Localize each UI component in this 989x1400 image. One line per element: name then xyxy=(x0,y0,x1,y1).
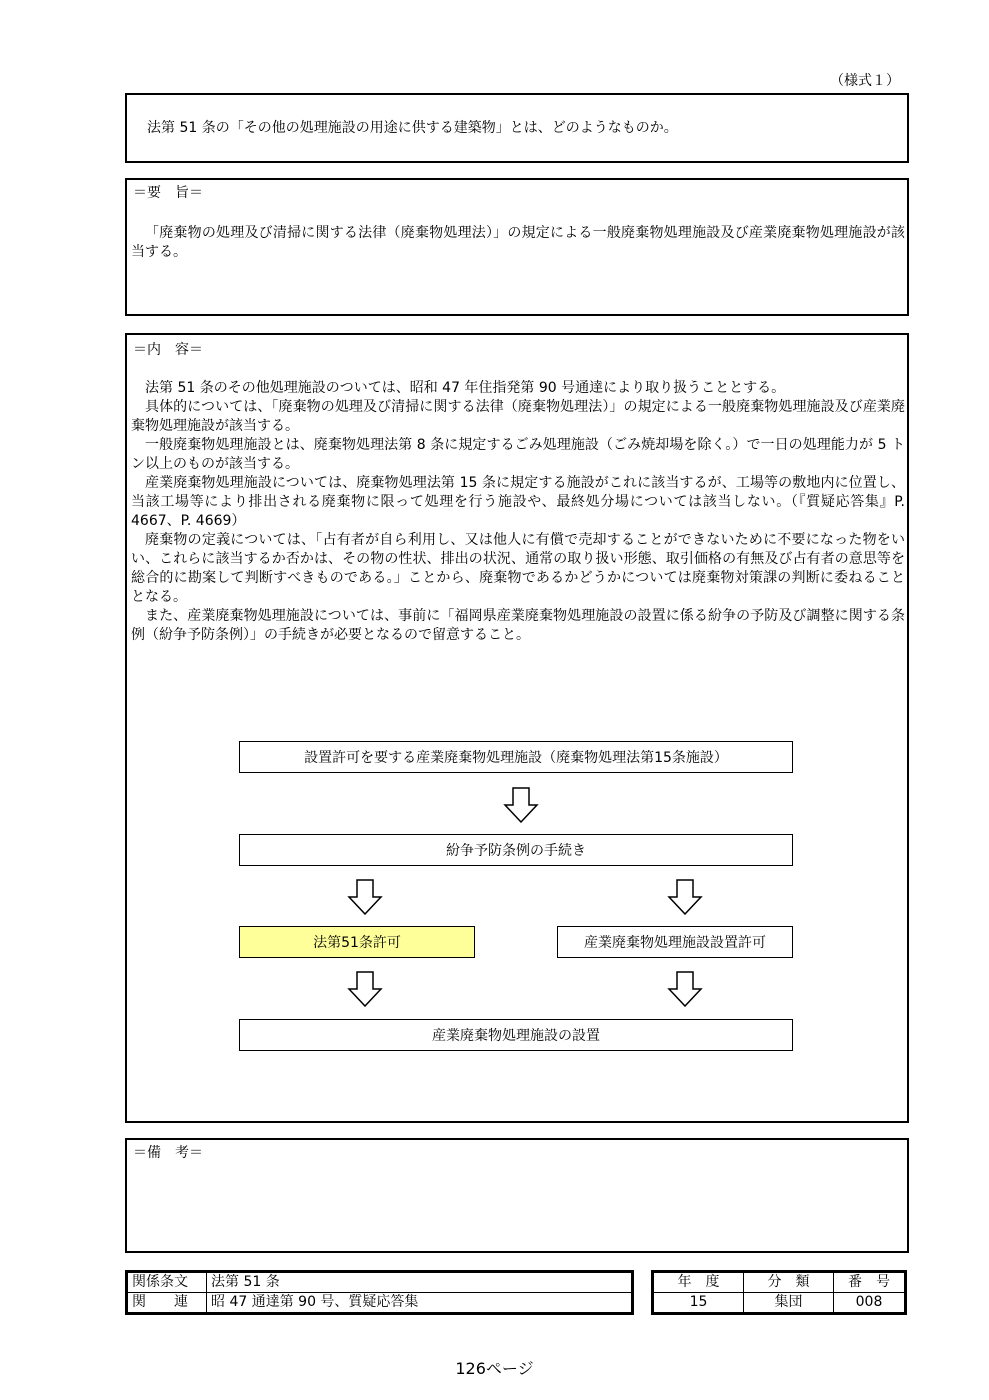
question-box xyxy=(125,93,909,163)
flow-box-dispute-procedure: 紛争予防条例の手続き xyxy=(239,834,793,866)
content-box xyxy=(125,333,909,1123)
remarks-box xyxy=(125,1138,909,1253)
question-text: 法第 51 条の「その他の処理施設の用途に供する建築物」とは、どのようなものか。 xyxy=(147,120,678,136)
related-label: 関 連 xyxy=(128,1293,207,1313)
summary-text: 「廃棄物の処理及び清掃に関する法律（廃棄物処理法）」の規定による一般廃棄物処理施設及び産業廃棄物処理施設が該当する。 xyxy=(131,225,905,260)
related-value: 昭 47 通達第 90 号、質疑応答集 xyxy=(207,1293,632,1313)
number-label: 番 号 xyxy=(834,1273,905,1293)
table-row xyxy=(654,1293,905,1313)
arrow-down-icon xyxy=(667,879,703,915)
form-label: （様式１） xyxy=(830,73,900,89)
related-articles-label: 関係条文 xyxy=(128,1273,207,1293)
summary-heading: ＝要 旨＝ xyxy=(133,185,203,201)
arrow-down-icon xyxy=(503,787,539,823)
flow-box-article51-permit: 法第51条許可 xyxy=(239,926,475,958)
number-value: 008 xyxy=(834,1293,905,1313)
table-row xyxy=(654,1273,905,1293)
content-paragraph: 一般廃棄物処理施設とは、廃棄物処理法第 8 条に規定するごみ処理施設（ごみ焼却場を除く。）で一日の処理能力が 5 トン以上のものが該当する。 xyxy=(131,437,905,472)
flow-box-installation-permit: 産業廃棄物処理施設設置許可 xyxy=(557,926,793,958)
content-paragraph: 具体的については、「廃棄物の処理及び清掃に関する法律（廃棄物処理法）」の規定による一般廃棄物処理施設及び産業廃棄物処理施設が該当する。 xyxy=(131,399,905,434)
year-label: 年 度 xyxy=(654,1273,744,1293)
page-number: 126ページ xyxy=(455,1359,534,1378)
content-paragraph: 法第 51 条のその他処理施設のついては、昭和 47 年住指発第 90 号通達により取り扱うこととする。 xyxy=(145,380,786,396)
summary-box xyxy=(125,178,909,316)
table-row xyxy=(128,1273,632,1293)
content-paragraph: 廃棄物の定義については、「占有者が自ら利用し、又は他人に有償で売却することができないために不要になった物をいい、これらに該当するか否かは、その物の性状、排出の状況、通常の取り扱い形態、取引価格の有無及び占有者の意思等を総合的に勘案して判断すべきものである。」ことから、廃棄物であるかどうかについては廃棄物対策課の判断に委ねることとなる。 xyxy=(131,532,905,605)
category-value: 集団 xyxy=(744,1293,834,1313)
arrow-down-icon xyxy=(667,971,703,1007)
related-table xyxy=(125,1270,634,1315)
remarks-heading: ＝備 考＝ xyxy=(133,1145,203,1161)
year-value: 15 xyxy=(654,1293,744,1313)
content-paragraph: 産業廃棄物処理施設については、廃棄物処理法第 15 条に規定する施設がこれに該当するが、工場等の敷地内に位置し、当該工場等により排出される廃棄物に限って処理を行う施設や、最終処分場については該当しない。（『質疑応答集』P. 4667、P. 4669） xyxy=(131,475,905,529)
classification-table xyxy=(651,1270,907,1315)
content-heading: ＝内 容＝ xyxy=(133,342,203,358)
content-paragraph: また、産業廃棄物処理施設については、事前に「福岡県産業廃棄物処理施設の設置に係る紛争の予防及び調整に関する条例（紛争予防条例）」の手続きが必要となるので留意すること。 xyxy=(131,608,905,643)
table-row xyxy=(128,1293,632,1313)
category-label: 分 類 xyxy=(744,1273,834,1293)
arrow-down-icon xyxy=(347,971,383,1007)
flow-box-facility: 設置許可を要する産業廃棄物処理施設（廃棄物処理法第15条施設） xyxy=(239,741,793,773)
content-body xyxy=(131,379,905,645)
arrow-down-icon xyxy=(347,879,383,915)
related-articles-value: 法第 51 条 xyxy=(207,1273,632,1293)
flow-box-facility-installation: 産業廃棄物処理施設の設置 xyxy=(239,1019,793,1051)
